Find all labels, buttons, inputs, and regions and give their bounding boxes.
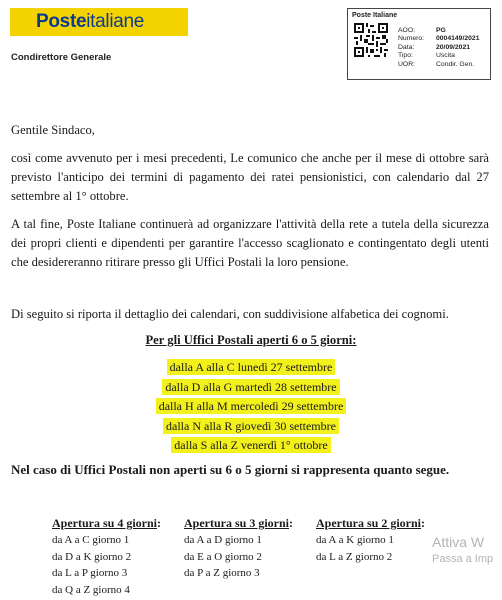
protocol-title: Poste Italiane bbox=[352, 12, 398, 19]
schedule-list bbox=[0, 358, 502, 456]
protocol-label: UOR: bbox=[398, 60, 415, 68]
column-item: da A a D giorno 1 bbox=[184, 534, 262, 546]
protocol-label: Tipo: bbox=[398, 52, 413, 60]
protocol-stamp bbox=[347, 8, 491, 80]
column-3-days: Apertura su 3 giorni: da A a D giorno 1 da E a O giorno 2 da P a Z giorno 3 bbox=[184, 514, 293, 582]
schedule-line: dalla D alla G martedì 28 settembre bbox=[162, 379, 339, 395]
schedule-heading: Per gli Uffici Postali aperti 6 o 5 giorni: bbox=[145, 333, 357, 347]
schedule-line: dalla H alla M mercoledì 29 settembre bbox=[156, 398, 347, 414]
protocol-value: 0004149/2021 bbox=[436, 35, 480, 43]
protocol-details bbox=[398, 27, 496, 69]
column-item: da D a K giorno 2 bbox=[52, 550, 132, 563]
column-heading: Apertura su 2 giorni bbox=[316, 516, 421, 530]
column-item: da A a C giorno 1 bbox=[52, 534, 130, 546]
other-offices-paragraph: Nel caso di Uffici Postali non aperti su 6 o 5 giorni si rappresenta quanto segue. bbox=[11, 462, 450, 477]
column-item: da E a O giorno 2 bbox=[184, 550, 262, 563]
protocol-value: Condir. Gen. bbox=[436, 60, 475, 68]
column-item: da P a Z giorno 3 bbox=[184, 567, 260, 579]
column-2-days: Apertura su 2 giorni: da A a K giorno 1 da L a Z giorno 2 bbox=[316, 514, 425, 565]
protocol-label: AOO: bbox=[398, 27, 415, 34]
protocol-label: Numero: bbox=[398, 35, 425, 43]
logo-light-text: italiane bbox=[86, 11, 145, 32]
poste-italiane-logo bbox=[10, 8, 188, 36]
column-item: da L a Z giorno 2 bbox=[316, 550, 393, 563]
paragraph-1: così come avvenuto per i mesi precedenti, Le comunico che anche per il mese di ottobre sarà previsto l'anticipo dei termini di pagamento dei ratei pensionistici, con calendario dal 27 settembre al 1° ottobre. bbox=[11, 151, 489, 203]
column-item: da Q a Z giorno 4 bbox=[52, 583, 130, 596]
watermark-line-1: Attiva W bbox=[432, 534, 485, 550]
protocol-value: 20/09/2021 bbox=[436, 43, 471, 51]
activate-windows-watermark bbox=[432, 533, 493, 567]
protocol-label: Data: bbox=[398, 43, 415, 51]
watermark-line-2: Passa a Imp bbox=[432, 553, 494, 565]
column-heading: Apertura su 3 giorni bbox=[184, 516, 289, 530]
qr-code-icon bbox=[354, 23, 388, 57]
schedule-line: dalla S alla Z venerdì 1° ottobre bbox=[171, 437, 330, 453]
protocol-value: Uscita bbox=[436, 52, 455, 60]
greeting: Gentile Sindaco, bbox=[11, 123, 95, 137]
schedule-line: dalla N alla R giovedì 30 settembre bbox=[163, 418, 339, 434]
schedule-line: dalla A alla C lunedì 27 settembre bbox=[167, 359, 336, 375]
paragraph-2: A tal fine, Poste Italiane continuerà ad organizzare l'attività della rete a tutela della sicurezza dei propri clienti e dipendenti per garantire l'accesso scaglionato e contingentato degli utenti che desidereranno ritirare presso gli Uffici Postali la loro pensione. bbox=[11, 217, 489, 269]
protocol-value: PG bbox=[436, 27, 446, 34]
logo-bold-text: Poste bbox=[36, 11, 87, 32]
column-4-days: Apertura su 4 giorni: da A a C giorno 1 da D a K giorno 2 da L a P giorno 3 da Q a Z giorno 4 bbox=[52, 514, 161, 598]
paragraph-3: Di seguito si riporta il dettaglio dei calendari, con suddivisione alfabetica dei cognomi. bbox=[11, 307, 449, 321]
column-item: da L a P giorno 3 bbox=[52, 567, 128, 579]
department-label: Condirettore Generale bbox=[11, 52, 112, 63]
column-heading: Apertura su 4 giorni bbox=[52, 516, 157, 530]
column-item: da A a K giorno 1 bbox=[316, 534, 394, 546]
